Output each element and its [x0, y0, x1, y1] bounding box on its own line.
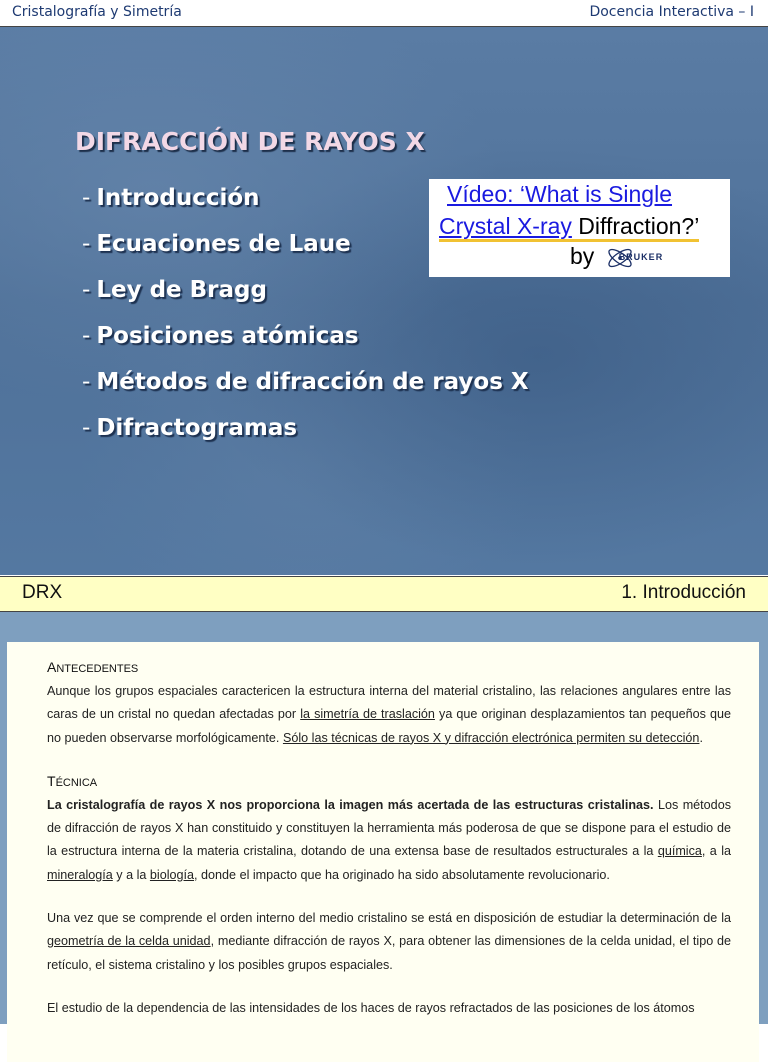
- topic-item[interactable]: - Ecuaciones de Laue: [82, 231, 351, 257]
- link-simetria-traslacion[interactable]: la simetría de traslación: [300, 707, 435, 722]
- bruker-logo-text: BRUKER: [618, 251, 664, 262]
- content-card: [7, 642, 759, 1062]
- link-tecnicas-rayos-x[interactable]: Sólo las técnicas de rayos X y difracción electrónica permiten su detección: [282, 730, 700, 745]
- topic-item[interactable]: - Métodos de difracción de rayos X: [82, 369, 529, 395]
- section-subtitle: 1. Introducción: [621, 582, 746, 603]
- link-quimica[interactable]: química: [657, 844, 702, 859]
- video-link[interactable]: Vídeo: ‘What is Single: [447, 181, 673, 207]
- top-header-bar: [0, 0, 768, 27]
- article-body: [47, 656, 731, 1020]
- link-biologia[interactable]: biología: [149, 867, 195, 882]
- video-title-rest: Diffraction?’: [571, 213, 700, 239]
- section-header-bar: [0, 576, 768, 612]
- paragraph: Aunque los grupos espaciales caractericen la estructura interna del material cristalino, las relaciones angulares entre las caras de un cristal no quedan afectadas por la simetría de traslación ya que originan desplazamientos tan pequeños que no pueden observarse morfológicamente. Sólo las técnicas de rayos X y difracción electrónica permiten su detección.: [47, 684, 731, 745]
- paragraph: Una vez que se comprende el orden interno del medio cristalino se está en disposición de estudiar la determinación de la geometría de la celda unidad, mediante difracción de rayos X, para obtener las dimensiones de la celda unidad, el tipo de retículo, el sistema cristalino y los posibles grupos espaciales.: [47, 911, 731, 972]
- header-course-title: Cristalografía y Simetría: [12, 4, 182, 20]
- topic-item[interactable]: - Posiciones atómicas: [82, 323, 359, 349]
- section-heading-antecedentes: ANTECEDENTES: [47, 659, 139, 675]
- header-series-title: Docencia Interactiva – I: [589, 4, 754, 20]
- section-heading-tecnica: TÉCNICA: [47, 772, 98, 789]
- bruker-logo: [601, 244, 691, 272]
- paragraph: El estudio de la dependencia de las intensidades de los haces de rayos refractados de las posiciones de los átomos: [47, 1000, 695, 1015]
- video-link-box[interactable]: [429, 179, 730, 277]
- section-label: DRX: [22, 582, 63, 603]
- content-background: [0, 612, 768, 1024]
- topic-item[interactable]: - Ley de Bragg: [82, 277, 267, 303]
- video-by-label: by: [570, 243, 595, 269]
- title-slide: [0, 27, 768, 575]
- topic-item[interactable]: - Difractogramas: [82, 415, 298, 441]
- topic-item[interactable]: - Introducción: [82, 185, 260, 211]
- link-mineralogia[interactable]: mineralogía: [47, 867, 113, 882]
- link-geometria-celda[interactable]: geometría de la celda unidad: [47, 934, 211, 949]
- slide-title: DIFRACCIÓN DE RAYOS X: [75, 127, 425, 156]
- paragraph: La cristalografía de rayos X nos proporciona la imagen más acertada de las estructuras cristalinas. Los métodos de difracción de rayos X han constituido y constituyen la herramienta más poderosa de que se dispone para el estudio de la estructura interna de la materia cristalina, dotando de una extensa base de resultados estructurales a la química, a la mineralogía y a la biología, donde el impacto que ha originado ha sido absolutamente revolucionario.: [47, 797, 731, 882]
- video-link-cont[interactable]: Crystal X-ray: [439, 213, 572, 239]
